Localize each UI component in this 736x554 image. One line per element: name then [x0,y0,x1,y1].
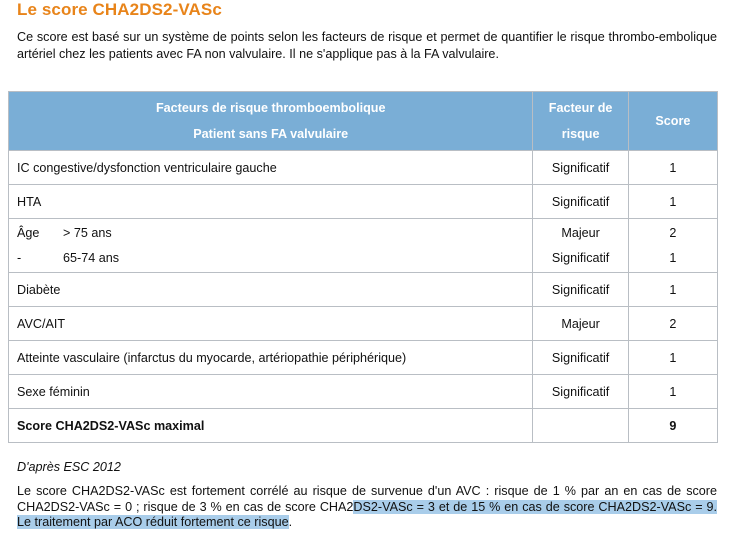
conclusion-paragraph [17,484,717,531]
table-row [9,185,718,219]
score-cell: 1 [628,341,717,375]
header-factors [9,92,533,151]
score-cell: 1 [628,273,717,307]
score-cell: 1 [628,185,717,219]
factor-cell-age [9,219,533,273]
score-cell-age [628,219,717,273]
total-label-cell: Score CHA2DS2-VASc maximal [9,409,533,443]
header-factors-line2: Patient sans FA valvulaire [193,127,349,141]
total-score-cell: 9 [628,409,717,443]
table-row [9,273,718,307]
score-cell: 1 [628,151,717,185]
score-65-74: 1 [669,250,677,265]
intro-paragraph: Ce score est basé sur un système de points selon les facteurs de risque et permet de quantifier le risque thrombo-embolique artériel chez les patients avec FA non valvulaire. Il ne s'applique pas à la FA valvulaire. [17,30,717,61]
age-range-65-74: 65-74 ans [63,250,120,265]
table-header-row [9,92,718,151]
risk-type-over-75: Majeur [561,225,600,240]
header-factors-line1: Facteurs de risque thromboembolique [155,101,386,115]
factor-cell: IC congestive/dysfonction ventriculaire gauche [9,151,533,185]
page-title: Le score CHA2DS2-VASc [17,0,222,19]
risk-type-65-74: Significatif [551,250,610,265]
risk-type-cell: Significatif [533,341,628,375]
score-cell: 2 [628,307,717,341]
table-row-age [9,219,718,273]
age-range-over-75: > 75 ans [63,225,112,240]
table-row [9,151,718,185]
factor-cell: HTA [9,185,533,219]
risk-type-cell-age [533,219,628,273]
header-risk-type [533,92,628,151]
factor-cell: Diabète [9,273,533,307]
score-over-75: 2 [669,225,677,240]
age-label: Âge [17,225,40,240]
factor-cell: Sexe féminin [9,375,533,409]
age-dash: - [17,250,22,265]
conclusion-text: Le score CHA2DS2-VASc est fortement corrélé au risque de survenue d'un AVC : risque de 1 % par an en cas de score CHA2DS2-VASc = 0 ; risque de 3 % en cas de score CHA2 [17,484,717,514]
total-risk-type-cell [533,409,628,443]
risk-type-cell: Majeur [533,307,628,341]
source-note: D'après ESC 2012 [17,460,121,474]
table-row [9,341,718,375]
conclusion-highlighted-text[interactable]: DS2-VASc = 3 et de 15 % en cas de score CHA2DS2-VASc = 9. Le traitement par ACO réduit fortement ce risque [17,499,717,530]
score-cell: 1 [628,375,717,409]
table-row [9,375,718,409]
risk-type-cell: Significatif [533,375,628,409]
factor-cell: AVC/AIT [9,307,533,341]
conclusion-end: . [288,515,293,530]
risk-factor-table [8,91,718,443]
header-risk-type-line1: Facteur de [548,101,613,115]
table-row-total [9,409,718,443]
table-row [9,307,718,341]
header-risk-type-line2: risque [561,127,600,141]
risk-type-cell: Significatif [533,151,628,185]
risk-type-cell: Significatif [533,185,628,219]
factor-cell: Atteinte vasculaire (infarctus du myocarde, artériopathie périphérique) [9,341,533,375]
risk-type-cell: Significatif [533,273,628,307]
header-score: Score [628,92,717,151]
